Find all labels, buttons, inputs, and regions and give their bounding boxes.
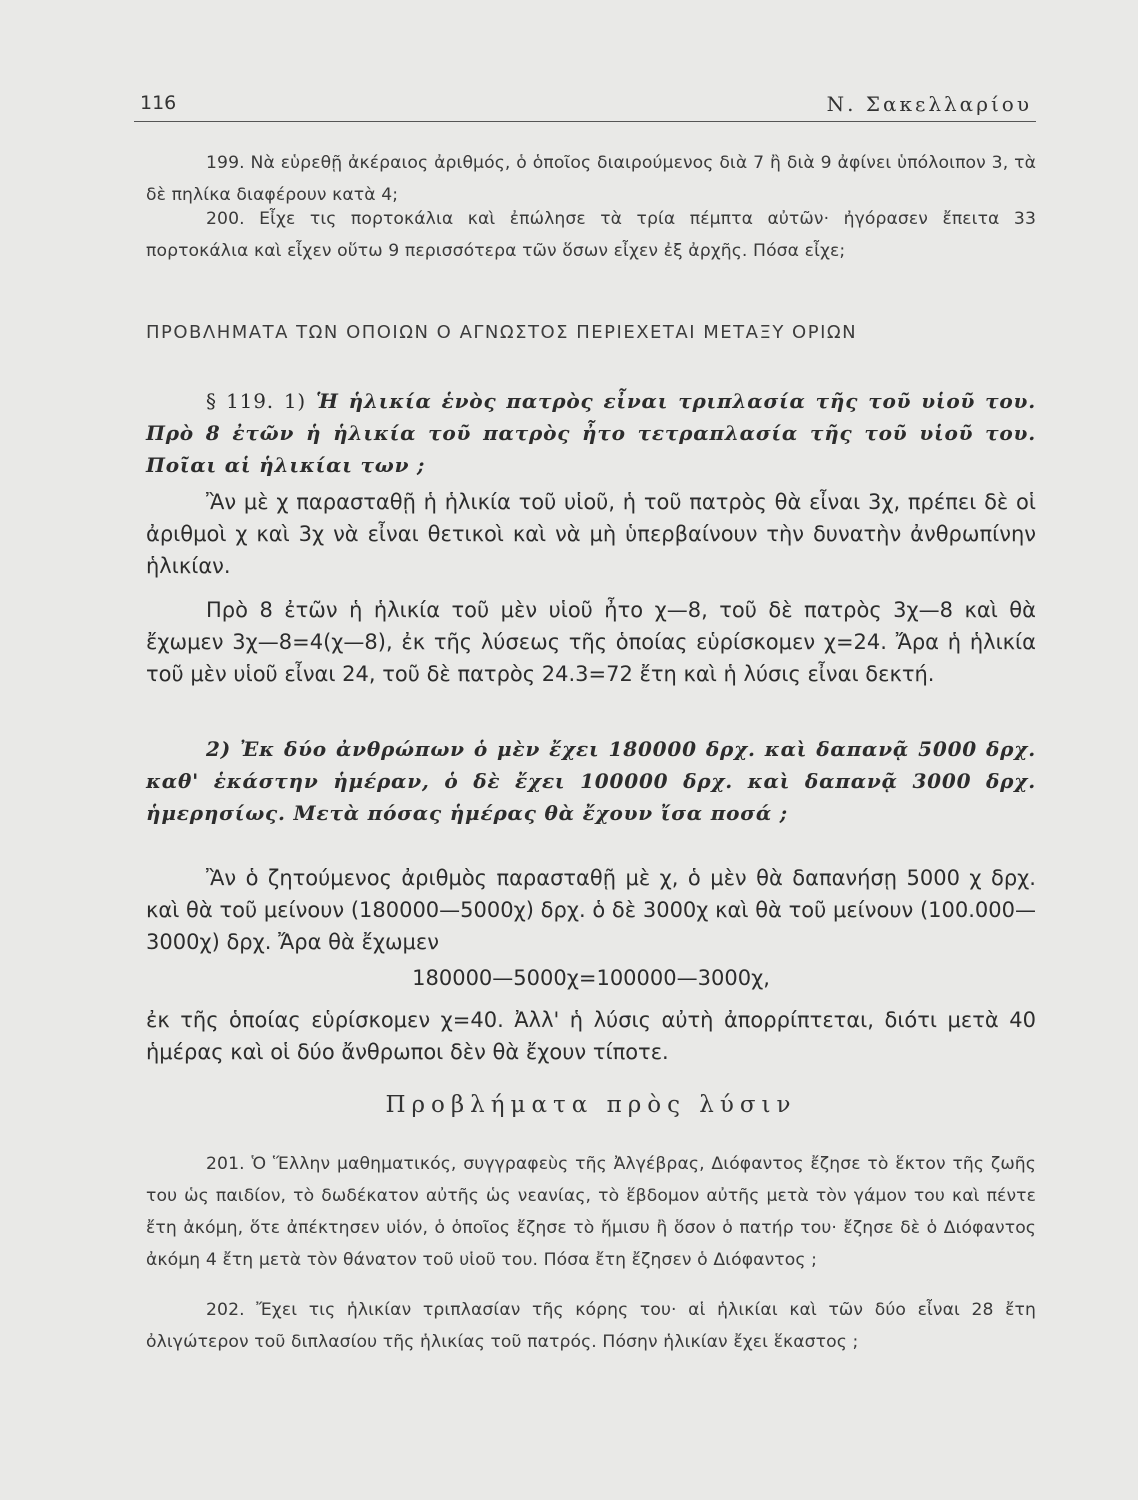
problem-199: 199. Νὰ εὑρεθῇ ἀκέραιος ἀριθμός, ὁ ὁποῖος διαιρούμενος διὰ 7 ἢ διὰ 9 ἀφίνει ὑπόλοιπον 3, τὰ δὲ πηλίκα διαφέρουν κατὰ 4;: [146, 153, 1036, 205]
problem-119-1-statement: [146, 385, 1036, 481]
section-heading: ΠΡΟΒΛΗΜΑΤΑ ΤΩΝ ΟΠΟΙΩΝ Ο ΑΓΝΩΣΤΟΣ ΠΕΡΙΕΧΕΤΑΙ ΜΕΤΑΞΥ ΟΡΙΩΝ: [146, 322, 858, 343]
running-header: [134, 88, 1036, 122]
problem-201: 201. Ὁ Ἕλλην μαθηματικός, συγγραφεὺς τῆς Ἀλγέβρας, Διόφαντος ἔζησε τὸ ἕκτον τῆς ζωῆς του ὡς παιδίον, τὸ δωδέκατον αὐτῆς ὡς νεανίας, τὸ ἕβδομον αὐτῆς μετὰ τὸν γάμον του καὶ πέντε ἔτη ἀκόμη, ὅτε ἀπέκτησεν υἱόν, ὁ ὁποῖος ἔζησε τὸ ἥμισυ ἢ ὅσον ὁ πατήρ του· ἔζησε δὲ ὁ Διόφαντος ἀκόμη 4 ἔτη μετὰ τὸν θάνατον τοῦ υἱοῦ του. Πόσα ἔτη ἔζησεν ὁ Διόφαντος ;: [146, 1154, 1036, 1270]
author-name: Ν. Σακελλαρίου: [826, 92, 1032, 116]
solution-1-part-b: Πρὸ 8 ἐτῶν ἡ ἡλικία τοῦ μὲν υἱοῦ ἦτο χ—8, τοῦ δὲ πατρὸς 3χ—8 καὶ θὰ ἔχωμεν 3χ—8=4(χ—8), ἐκ τῆς λύσεως τῆς ὁποίας εὑρίσκομεν χ=24. Ἄρα ἡ ἡλικία τοῦ μὲν υἱοῦ εἶναι 24, τοῦ δὲ πατρὸς 24.3=72 ἔτη καὶ ἡ λύσις εἶναι δεκτή.: [146, 598, 1036, 686]
solution-1-part-a: Ἂν μὲ χ παρασταθῇ ἡ ἡλικία τοῦ υἱοῦ, ἡ τοῦ πατρὸς θὰ εἶναι 3χ, πρέπει δὲ οἱ ἀριθμοὶ χ καὶ 3χ νὰ εἶναι θετικοὶ καὶ νὰ μὴ ὑπερβαίνουν τὴν δυνατὴν ἀνθρωπίνην ἡλικίαν.: [146, 490, 1036, 578]
page-number: 116: [140, 92, 177, 114]
equation: 180000—5000χ=100000—3000χ,: [412, 966, 770, 990]
problem-119-2-statement: 2) Ἐκ δύο ἀνθρώπων ὁ μὲν ἔχει 180000 δρχ. καὶ δαπανᾷ 5000 δρχ. καθ' ἑκάστην ἡμέραν, ὁ δὲ ἔχει 100000 δρχ. καὶ δαπανᾷ 3000 δρχ. ἡμερησίως. Μετὰ πόσας ἡμέρας θὰ ἔχουν ἴσα ποσά ;: [146, 737, 1036, 825]
header-rule: [134, 121, 1036, 122]
solution-2-part-a: Ἂν ὁ ζητούμενος ἀριθμὸς παρασταθῇ μὲ χ, ὁ μὲν θὰ δαπανήσῃ 5000 χ δρχ. καὶ θὰ τοῦ μείνουν (180000—5000χ) δρχ. ὁ δὲ 3000χ καὶ θὰ τοῦ μείνουν (100.000—3000χ) δρχ. Ἄρα θὰ ἔχωμεν: [146, 866, 1036, 954]
problem-200: 200. Εἶχε τις πορτοκάλια καὶ ἐπώλησε τὰ τρία πέμπτα αὐτῶν· ἠγόρασεν ἔπειτα 33 πορτοκάλια καὶ εἶχεν οὕτω 9 περισσότερα τῶν ὅσων εἶχεν ἐξ ἀρχῆς. Πόσα εἶχε;: [146, 209, 1036, 261]
problem-text: Ἡ ἡλικία ἑνὸς πατρὸς εἶναι τριπλασία τῆς τοῦ υἱοῦ του. Πρὸ 8 ἐτῶν ἡ ἡλικία τοῦ πατρὸς ἦτο τετραπλασία τῆς τοῦ υἱοῦ του. Ποῖαι αἱ ἡλικίαι των ;: [146, 389, 1036, 477]
section-sign: § 119.: [206, 389, 274, 413]
solution-2-part-b: ἐκ τῆς ὁποίας εὑρίσκομεν χ=40. Ἀλλ' ἡ λύσις αὐτὴ ἀπορρίπτεται, διότι μετὰ 40 ἡμέρας καὶ οἱ δύο ἄνθρωποι δὲν θὰ ἔχουν τίποτε.: [146, 1008, 1036, 1064]
problem-number: 1): [283, 389, 306, 413]
problem-202: 202. Ἔχει τις ἡλικίαν τριπλασίαν τῆς κόρης του· αἱ ἡλικίαι καὶ τῶν δύο εἶναι 28 ἔτη ὀλιγώτερον τοῦ διπλασίου τῆς ἡλικίας τοῦ πατρός. Πόσην ἡλικίαν ἔχει ἕκαστος ;: [146, 1300, 1036, 1352]
problems-for-solution-title: Προβλήματα πρὸς λύσιν: [385, 1092, 797, 1118]
